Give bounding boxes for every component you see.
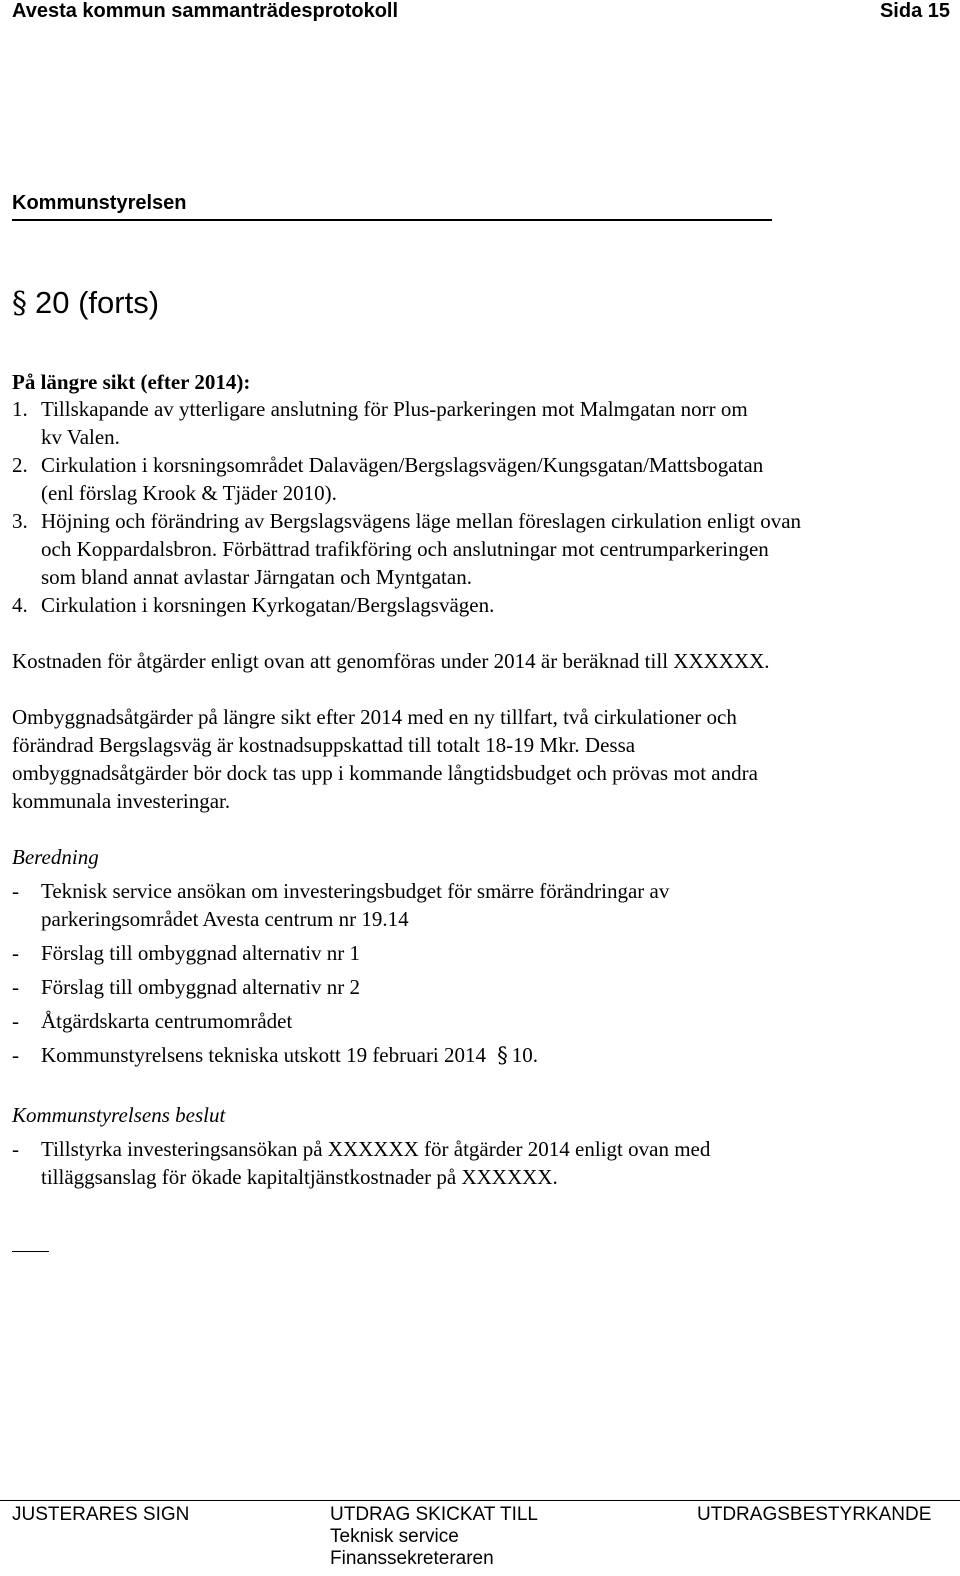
footer-sent-label: UTDRAG SKICKAT TILL xyxy=(330,1504,538,1525)
preparation-item-4: Åtgärdskarta centrumområdet xyxy=(41,1009,293,1033)
paragraph-number: 10. xyxy=(511,1043,539,1067)
paragraph-line: Ombyggnadsåtgärder på längre sikt efter 2014 med en ny tillfart, två cirkulationer och xyxy=(12,705,737,729)
decision-item xyxy=(41,1135,901,1191)
paragraph-line: förändrad Bergslagsväg är kostnadsuppskattad till totalt 18-19 Mkr. Dessa xyxy=(12,733,636,757)
list-item-1 xyxy=(41,395,941,451)
list-item-line: och Koppardalsbron. Förbättrad trafikföring och anslutningar mot centrumparkeringen xyxy=(41,537,769,561)
list-item-line: som bland annat avlastar Järngatan och Myntgatan. xyxy=(41,565,472,589)
paragraph-sign: § xyxy=(497,1043,508,1067)
footer-recipient: Finanssekreteraren xyxy=(330,1548,494,1569)
list-item-4-number: 4. xyxy=(12,593,28,617)
list-item-line: Höjning och förändring av Bergslagsvägens läge mellan föreslagen cirkulation enligt ovan xyxy=(41,509,802,533)
footer-recipient: Teknisk service xyxy=(330,1526,459,1547)
list-item-3 xyxy=(41,507,941,591)
cost-paragraph: Kostnaden för åtgärder enligt ovan att genomföras under 2014 är beräknad till XXXXXX. xyxy=(12,649,770,673)
list-item-2 xyxy=(41,451,941,507)
list-item-1-number: 1. xyxy=(12,397,28,421)
list-item-3-number: 3. xyxy=(12,509,28,533)
footer-cert-label: UTDRAGSBESTYRKANDE xyxy=(697,1504,932,1525)
list-item-line: Tillskapande av ytterligare anslutning för Plus-parkeringen mot Malmgatan norr om xyxy=(41,397,748,421)
committee-underline xyxy=(12,219,772,221)
item-line: tilläggsanslag för ökade kapitaltjänstkostnader på XXXXXX. xyxy=(41,1165,558,1189)
footer-sign-label: JUSTERARES SIGN xyxy=(12,1504,190,1525)
preparation-heading: Beredning xyxy=(12,845,99,869)
dash-bullet: - xyxy=(12,1137,19,1161)
rebuild-paragraph xyxy=(12,703,912,815)
signature-line xyxy=(12,1251,49,1252)
item-line: Tillstyrka investeringsansökan på XXXXXX för åtgärder 2014 enligt ovan med xyxy=(41,1137,711,1161)
preparation-item-1 xyxy=(41,877,901,933)
document-title: Avesta kommun sammanträdesprotokoll xyxy=(12,0,399,22)
preparation-item-5 xyxy=(41,1041,901,1069)
item-line: Teknisk service ansökan om investeringsbudget för smärre förändringar av xyxy=(41,879,670,903)
decision-heading: Kommunstyrelsens beslut xyxy=(12,1103,226,1127)
dash-bullet: - xyxy=(12,1043,19,1067)
dash-bullet: - xyxy=(12,975,19,999)
section-heading xyxy=(12,285,159,321)
list-item-line: Cirkulation i korsningen Kyrkogatan/Bergslagsvägen. xyxy=(41,593,495,617)
list-item-2-number: 2. xyxy=(12,453,28,477)
paragraph-sign: § xyxy=(12,286,27,321)
list-item-4 xyxy=(41,591,941,619)
committee-name: Kommunstyrelsen xyxy=(12,192,187,214)
preparation-item-3: Förslag till ombyggnad alternativ nr 2 xyxy=(41,975,361,999)
preparation-item-2: Förslag till ombyggnad alternativ nr 1 xyxy=(41,941,361,965)
list-item-line: kv Valen. xyxy=(41,425,120,449)
item-line: parkeringsområdet Avesta centrum nr 19.14 xyxy=(41,907,409,931)
list-item-line: Cirkulation i korsningsområdet Dalavägen/Bergslagsvägen/Kungsgatan/Mattsbogatan xyxy=(41,453,764,477)
page-number: Sida 15 xyxy=(879,0,950,22)
long-term-heading: På längre sikt (efter 2014): xyxy=(12,370,251,394)
dash-bullet: - xyxy=(12,879,19,903)
paragraph-line: kommunala investeringar. xyxy=(12,789,231,813)
paragraph-line: ombyggnadsåtgärder bör dock tas upp i kommande långtidsbudget och prövas mot andra xyxy=(12,761,758,785)
section-title: 20 (forts) xyxy=(35,285,160,320)
footer-divider xyxy=(0,1500,960,1501)
list-item-line: (enl förslag Krook & Tjäder 2010). xyxy=(41,481,337,505)
item-text: Kommunstyrelsens tekniska utskott 19 februari 2014 xyxy=(41,1043,487,1067)
dash-bullet: - xyxy=(12,941,19,965)
dash-bullet: - xyxy=(12,1009,19,1033)
